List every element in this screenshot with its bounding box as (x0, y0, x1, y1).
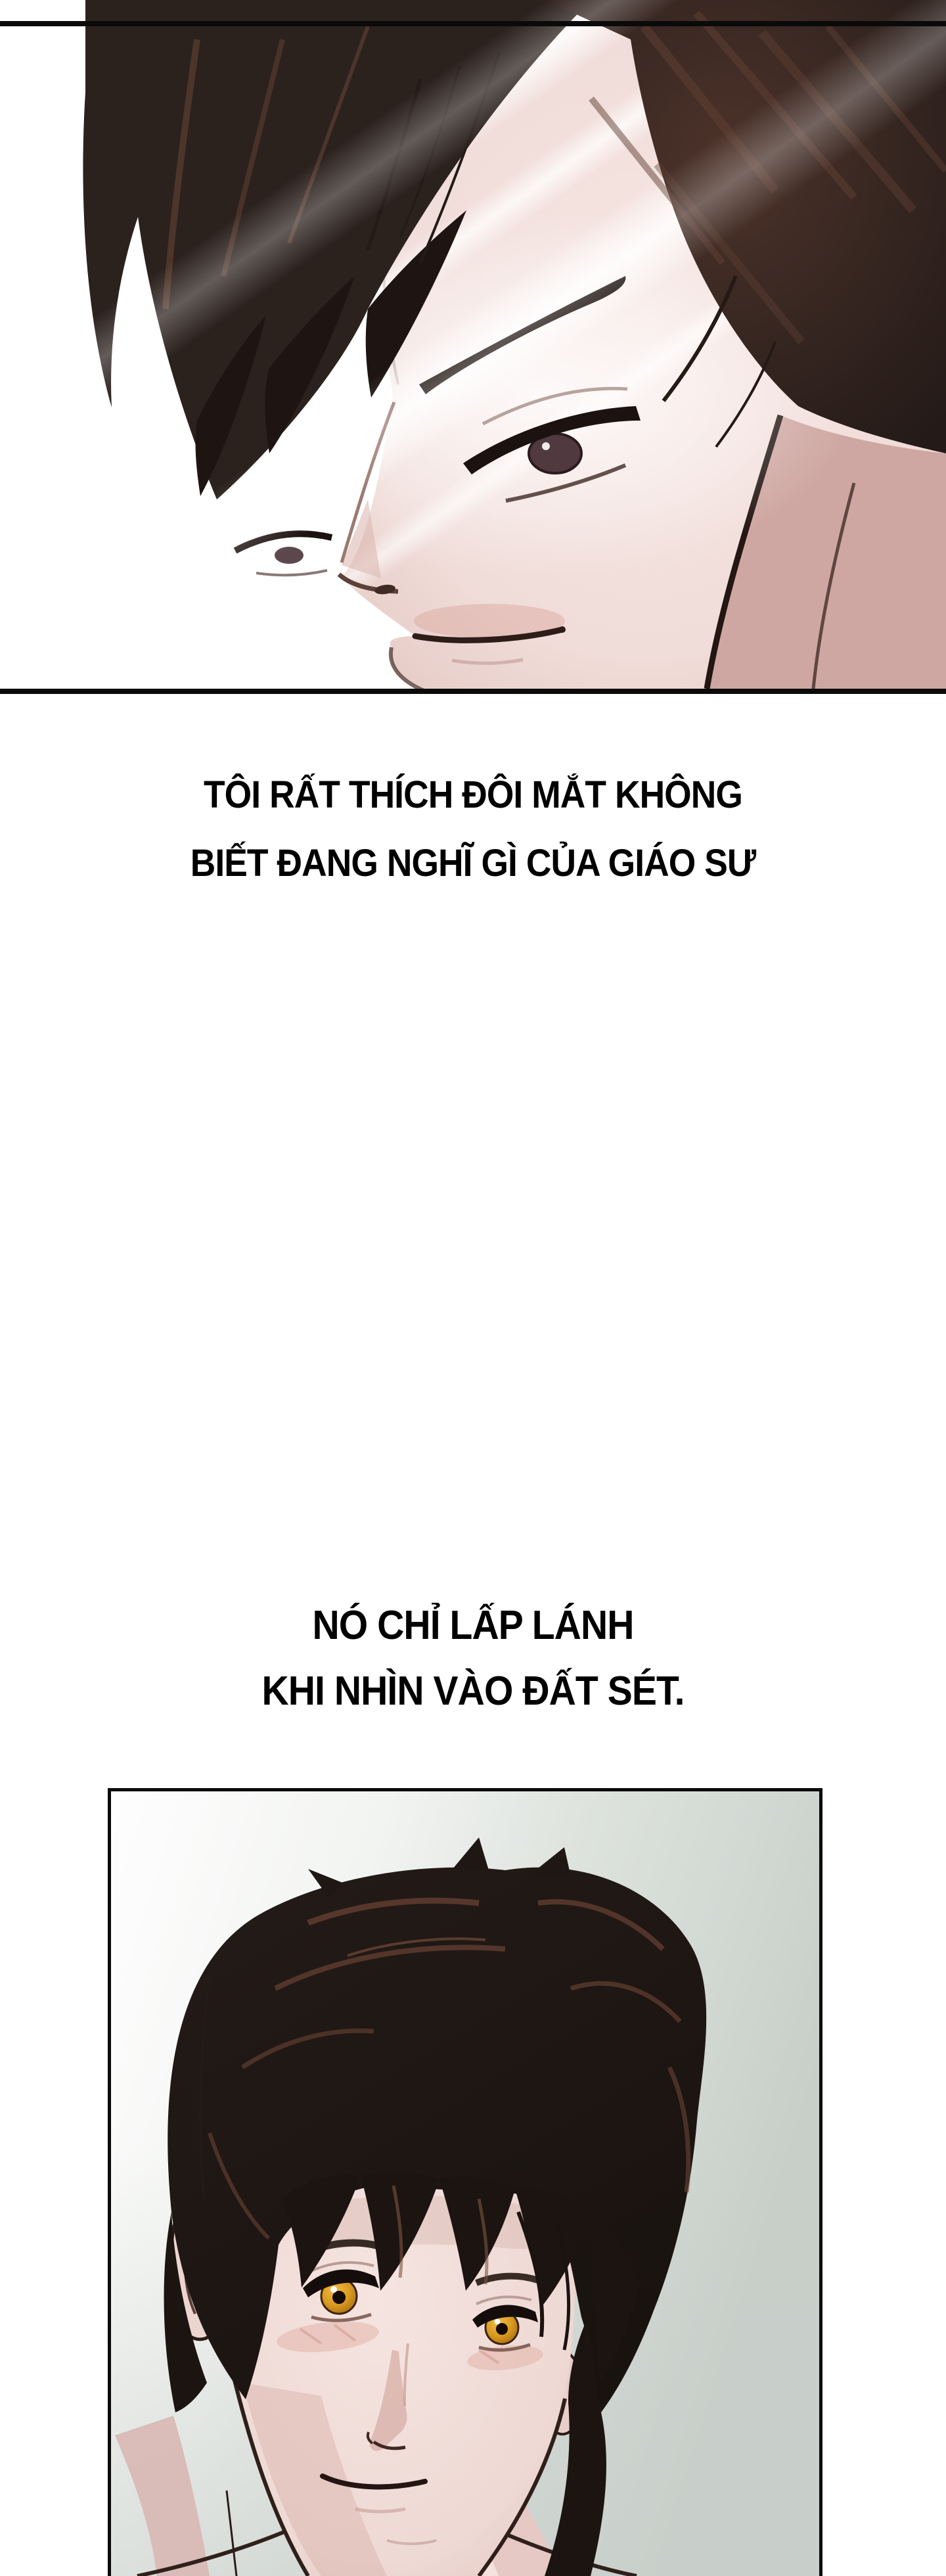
caption-block-2 (0, 1593, 946, 1724)
panel-top (0, 0, 946, 694)
panel-bottom (108, 1788, 822, 2576)
panel-top-border-top (0, 21, 946, 26)
panel-bottom-art (111, 1791, 819, 2576)
caption-1-line-2: BIẾT ĐANG NGHĨ GÌ CỦA GIÁO SƯ (190, 842, 756, 885)
caption-1-line-1: TÔI RẤT THÍCH ĐÔI MẮT KHÔNG (204, 773, 742, 816)
panel-top-art (0, 0, 946, 694)
caption-2-line-2: KHI NHÌN VÀO ĐẤT SÉT. (261, 1668, 685, 1714)
panel-top-border-bottom (0, 689, 946, 694)
caption-2-line-1: NÓ CHỈ LẤP LÁNH (312, 1603, 634, 1648)
caption-block-1 (0, 761, 946, 898)
